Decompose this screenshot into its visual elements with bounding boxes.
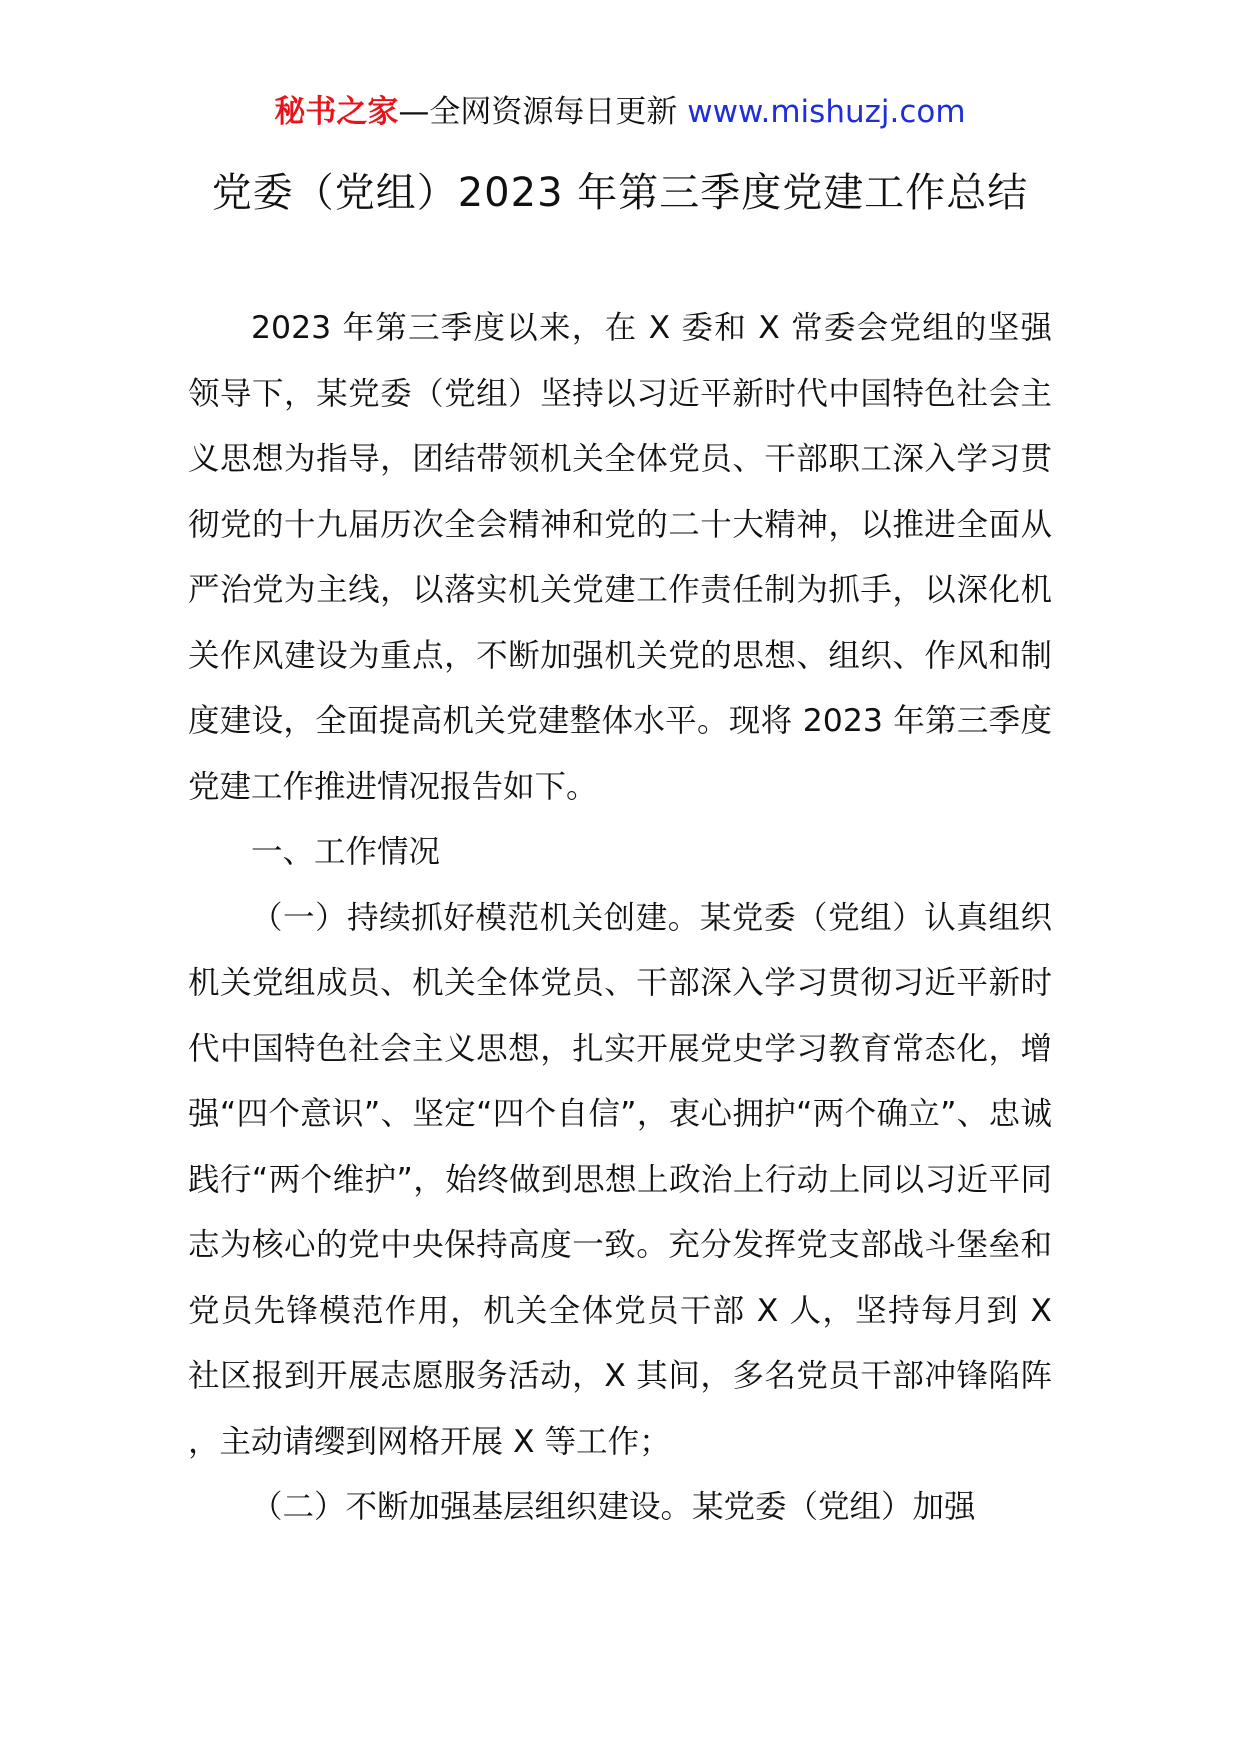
- brand-name: 秘书之家: [274, 94, 399, 130]
- paragraph-model-organ: （一）持续抓好模范机关创建。某党委（党组）认真组织机关党组成员、机关全体党员、干部深入学习贯彻习近平新时代中国特色社会主义思想，扎实开展党史学习教育常态化，增强“四个意识”、坚定“四个自信”，衷心拥护“两个确立”、忠诚践行“两个维护”，始终做到思想上政治上行动上同以习近平同志为核心的党中央保持高度一致。充分发挥党支部战斗堡垒和党员先锋模范作用，机关全体党员干部 X 人，坚持每月到 X 社区报到开展志愿服务活动，X 其间，多名党员干部冲锋陷阵，主动请缨到网格开展 X 等工作；: [188, 899, 1052, 1460]
- header-slogan: —全网资源每日更新: [398, 94, 678, 130]
- document-body: [188, 296, 1052, 1541]
- paragraph-grassroots-org: （二）不断加强基层组织建设。某党委（党组）加强: [251, 1489, 976, 1525]
- document-title: 党委（党组）2023 年第三季度党建工作总结: [211, 170, 1029, 216]
- paragraph-intro: 2023 年第三季度以来，在 X 委和 X 常委会党组的坚强领导下，某党委（党组）坚持以习近平新时代中国特色社会主义思想为指导，团结带领机关全体党员、干部职工深入学习贯彻党的十九届历次全会精神和党的二十大精神，以推进全面从严治党为主线，以落实机关党建工作责任制为抓手，以深化机关作风建设为重点，不断加强机关党的思想、组织、作风和制度建设，全面提高机关党建整体水平。现将 2023 年第三季度党建工作推进情况报告如下。: [188, 310, 1052, 805]
- section-heading-work-status: 一、工作情况: [251, 834, 441, 870]
- site-header: [0, 92, 1240, 132]
- site-url-link[interactable]: www.mishuzj.com: [687, 94, 966, 130]
